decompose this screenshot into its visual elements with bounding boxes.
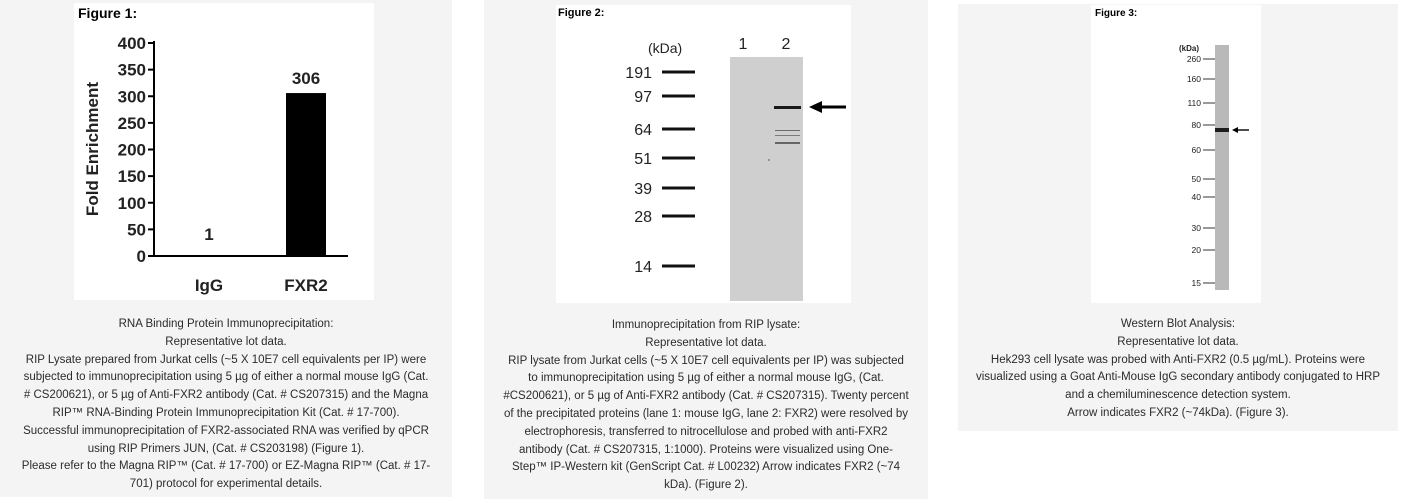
fold-enrichment-bar-chart [74,3,374,300]
caption-line: visualized using a Goat Anti-Mouse IgG secondary antibody conjugated to HRP [975,371,1380,384]
caption-line: electrophoresis, transferred to nitrocellulose and probed with anti-FXR2 [524,425,888,438]
caption-line: to immunoprecipitation using 5 µg of either a normal mouse IgG, (Cat. [528,372,884,385]
figure-2-caption [484,317,928,495]
y-tick-label: 350 [117,60,146,80]
marker-label: 50 [1191,174,1201,184]
data-label: 306 [291,69,321,89]
marker-label: 14 [634,259,652,276]
kda-unit-label: (kDa) [1179,44,1200,53]
y-tick-label: 0 [136,247,146,266]
y-tick-label: 150 [117,167,146,187]
marker-label: 191 [625,65,652,82]
caption-line: Please refer to the Magna RIP™ (Cat. # 17-700) or EZ-Magna RIP™ (Cat. # 17- [21,460,431,473]
marker-label: 20 [1191,245,1201,255]
figure-1-title: Figure 1: [78,5,138,21]
figure-3-image [1091,5,1261,303]
caption-line: using RIP Primers JUN, (Cat. # CS203198) (Figure 1). [87,442,365,455]
marker-label: 80 [1191,120,1201,130]
figure-3-caption [958,316,1398,423]
figure-3-panel [958,4,1398,431]
lane-label-2: 2 [781,36,791,53]
caption-line: Representative lot data. [645,336,767,349]
figure-3-title: Figure 3: [1095,8,1138,19]
minor-band [775,130,800,131]
marker-label: 60 [1191,145,1201,155]
caption-line: RIP Lysate prepared from Jurkat cells (~5 X 10E7 cell equivalents per IP) were [25,353,427,366]
blot-membrane [730,57,803,301]
marker-label: 15 [1191,278,1201,288]
marker-label: 64 [634,122,652,139]
marker-label: 97 [634,89,652,106]
lane-label-1: 1 [738,36,748,53]
figure-2-image [556,5,851,303]
marker-label: 51 [634,151,652,168]
marker-label: 160 [1186,74,1201,84]
caption-line: #CS200621), or 5 µg of Anti-FXR2 antibody (Cat. # CS207315). Twenty percent [503,390,909,403]
caption-line: Representative lot data. [1117,335,1239,348]
minor-band [775,135,800,136]
caption-line: Representative lot data. [165,335,287,348]
western-blot [1091,5,1261,303]
marker-label: 110 [1187,98,1201,108]
category-label: FXR2 [284,276,328,295]
figure-2-panel [484,0,928,499]
figure-1-panel [0,0,452,497]
ip-western-blot [556,5,851,303]
y-tick-label: 100 [117,193,146,213]
y-axis-label: Fold Enrichment [83,81,102,217]
marker-label: 28 [634,209,652,226]
caption-line: kDa). (Figure 2). [664,479,748,492]
fxr2-arrow-icon [809,101,822,113]
y-tick-label: 50 [127,220,146,240]
caption-line: Step™ IP-Western kit (GenScript Cat. # L00232) Arrow indicates FXR2 (~74 [511,461,901,474]
fxr2-arrow-icon [1232,127,1238,133]
caption-line: antibody (Cat. # CS207315, 1:1000). Proteins were visualized using One- [519,443,893,456]
category-label: IgG [194,276,224,295]
y-tick-label: 400 [117,34,146,53]
marker-label: 39 [634,181,652,198]
caption-line: and a chemiluminescence detection system. [1065,389,1291,402]
caption-line: Arrow indicates FXR2 (~74kDa). (Figure 3). [1067,406,1289,419]
caption-line: Immunoprecipitation from RIP lysate: [611,319,801,331]
y-tick-label: 250 [117,113,146,133]
bar-fxr2 [286,93,326,256]
blot-lane [1215,45,1229,290]
membrane-speck [768,159,770,161]
y-tick-label: 200 [117,140,146,160]
figure-1-image [74,3,374,300]
marker-label: 30 [1191,223,1201,233]
marker-label: 260 [1186,54,1201,64]
marker-label: 40 [1191,192,1201,202]
caption-line: RIP™ RNA-Binding Protein Immunoprecipitation Kit (Cat. # 17-700). [52,406,400,419]
caption-line: Successful immunoprecipitation of FXR2-associated RNA was verified by qPCR [23,424,429,437]
fxr2-band [1215,128,1229,132]
data-label: 1 [204,225,214,244]
kda-unit-label: (kDa) [648,40,683,56]
caption-line: RNA Binding Protein Immunoprecipitation: [118,318,334,330]
caption-line: 701) protocol for experimental details. [129,478,323,491]
caption-line: of the precipitated proteins (lane 1: mouse IgG, lane 2: FXR2) were resolved by [504,407,908,420]
caption-line: # CS200621), or 5 µg of Anti-FXR2 antibody (Cat. # CS207315) and the Magna [23,389,429,402]
minor-band [775,142,800,144]
figure-2-title: Figure 2: [558,7,605,19]
figure-1-caption [0,316,452,494]
caption-line: RIP lysate from Jurkat cells (~5 X 10E7 cell equivalents per IP) was subjected [508,354,904,367]
y-tick-label: 300 [117,87,146,107]
caption-line: Western Blot Analysis: [1120,318,1236,330]
caption-line: Hek293 cell lysate was probed with Anti-FXR2 (0.5 µg/mL). Proteins were [990,353,1366,366]
caption-line: subjected to immunoprecipitation using 5 µg of either a normal mouse IgG (Cat. [23,371,429,384]
fxr2-band [774,106,801,109]
